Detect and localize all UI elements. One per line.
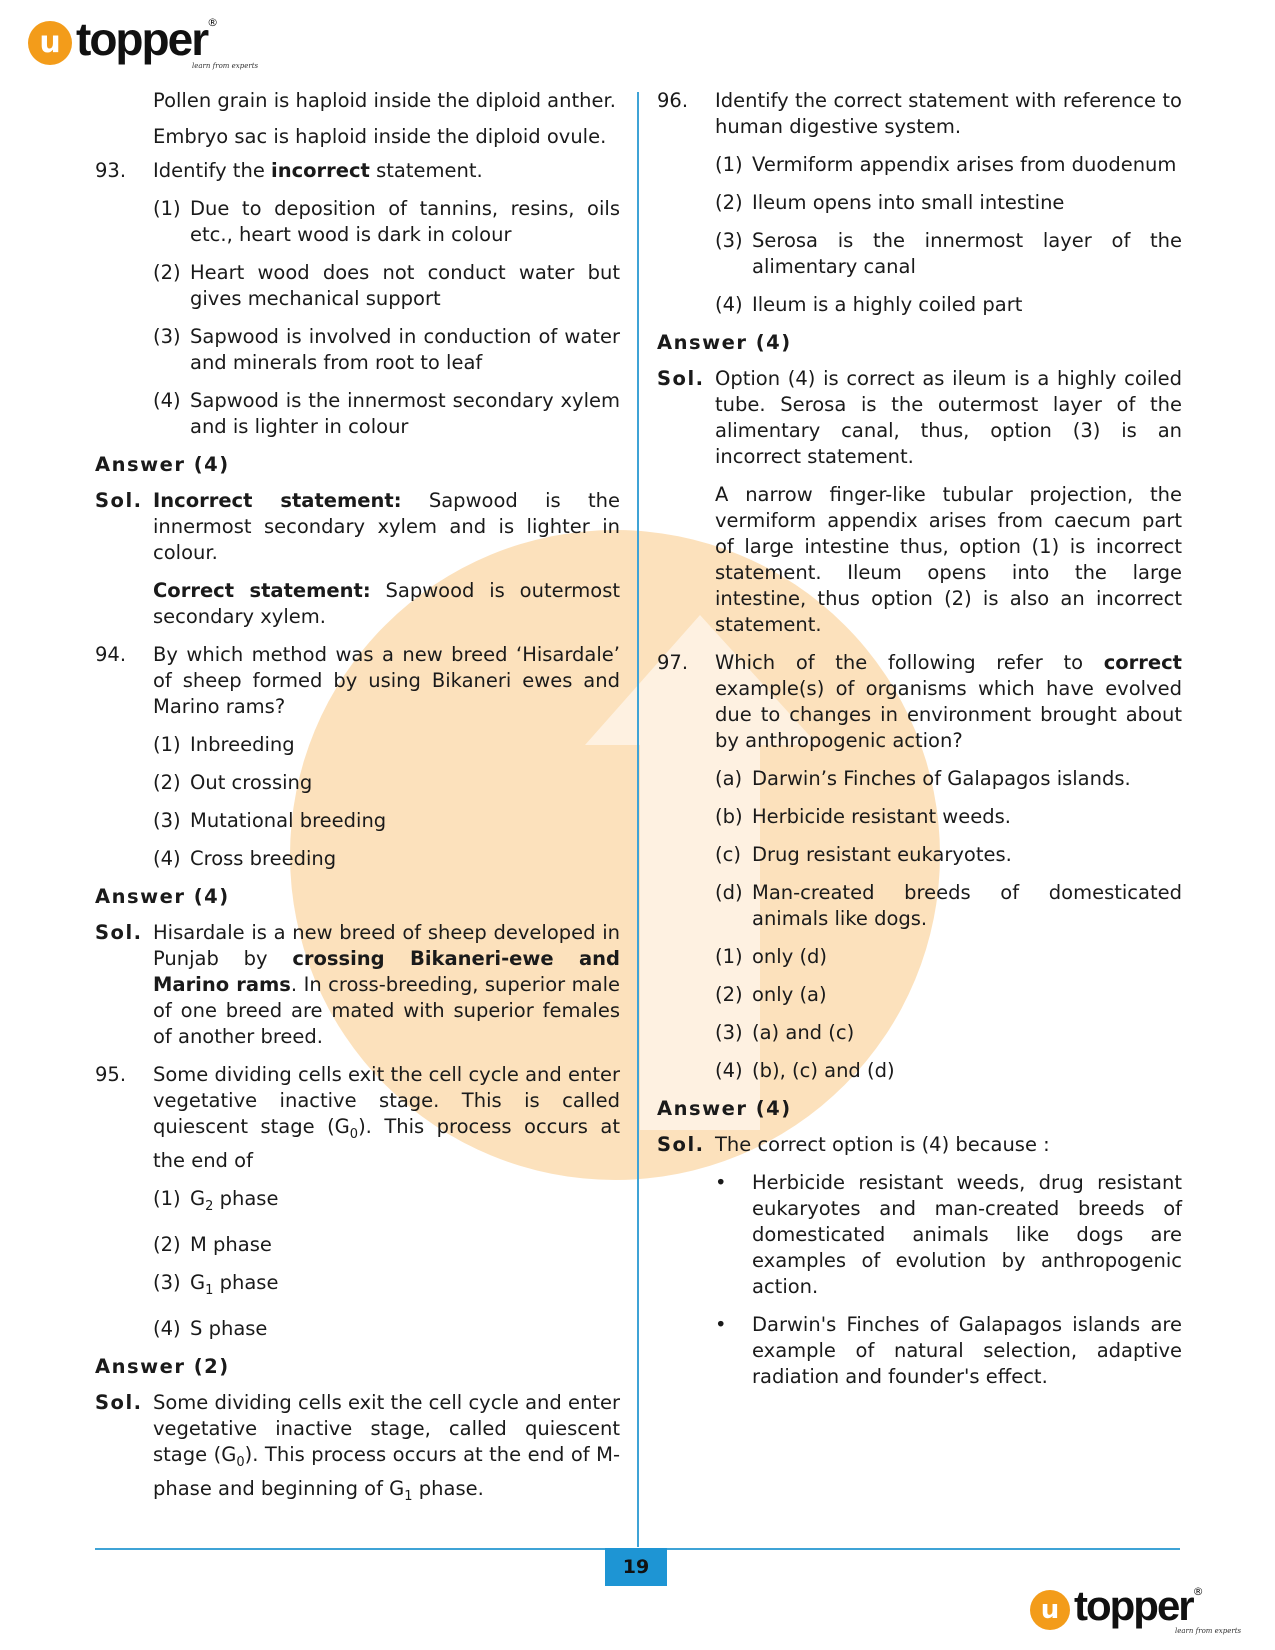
q97-option-3: (3) (a) and (c) bbox=[715, 1021, 855, 1044]
logo-wordmark: topper bbox=[1074, 1582, 1193, 1629]
logo-registered-mark: ® bbox=[1192, 1585, 1204, 1598]
q94-option-3: (3) Mutational breeding bbox=[153, 809, 387, 832]
logo-registered-mark: ® bbox=[207, 16, 219, 29]
intro-embryo-sac: Embryo sac is haploid inside the diploid ovule. bbox=[153, 125, 607, 148]
left-column bbox=[95, 88, 620, 1521]
logo-tagline: learn from experts bbox=[1175, 1627, 1242, 1635]
question-number: 93. bbox=[95, 159, 127, 182]
q93-solution: Sol. Incorrect statement: Sapwood is the innermost secondary xylem and is lighter in colour. Correct statement: Sapwood is outermost secondary xylem. bbox=[95, 489, 621, 628]
question-93 bbox=[95, 158, 620, 184]
question-number: 96. bbox=[657, 89, 689, 112]
page-number: 19 bbox=[605, 1548, 667, 1586]
q96-option-2: (2) Ileum opens into small intestine bbox=[715, 191, 1065, 214]
q95-option-3: (3) $G_1$ phase bbox=[153, 1270, 279, 1298]
question-94 bbox=[95, 642, 620, 720]
q97-item-b: (b) Herbicide resistant weeds. bbox=[715, 805, 1011, 828]
question-number: 95. bbox=[95, 1063, 127, 1086]
q93-option-2: (2) Heart wood does not conduct water but gives mechanical support bbox=[153, 261, 620, 310]
question-text: Which of the following refer to correct example(s) of organisms which have evolved due to changes in environment brought about by anthropogenic action? bbox=[715, 651, 1182, 752]
q94-option-1: (1) Inbreeding bbox=[153, 733, 295, 756]
q96-option-1: (1) Vermiform appendix arises from duodenum bbox=[715, 153, 1177, 176]
q95-option-2: (2) M phase bbox=[153, 1232, 272, 1256]
question-text: Some dividing cells exit the cell cycle and enter vegetative inactive stage. This is called quiescent stage $(G_0)$. This process occurs at the end of bbox=[153, 1063, 620, 1172]
intro-pollen: Pollen grain is haploid inside the diploid anther. bbox=[153, 89, 616, 112]
q97-solution: Sol. The correct option is (4) because : • Herbicide resistant weeds, drug resistant eukaryotes and man-created breeds of domesticated animals like dogs are examples of evolution by anthropogenic action. • Darwin's Finches of Galapagos islands are example of natural selection, adaptive radiation and founder's effect. bbox=[657, 1133, 1182, 1388]
logo-tagline: learn from experts bbox=[192, 62, 259, 70]
q97-option-2: (2) only (a) bbox=[715, 983, 827, 1006]
q96-option-4: (4) Ileum is a highly coiled part bbox=[715, 293, 1023, 316]
right-column bbox=[657, 88, 1182, 1402]
logo-u-icon: u bbox=[1030, 1590, 1070, 1630]
solution-bullet: • Darwin's Finches of Galapagos islands are example of natural selection, adaptive radiation and founder's effect. bbox=[715, 1313, 1182, 1388]
q96-answer: Answer (4) bbox=[657, 331, 792, 354]
question-96 bbox=[657, 88, 1182, 140]
q96-option-3: (3) Serosa is the innermost layer of the alimentary canal bbox=[715, 229, 1182, 278]
q97-item-d: (d) Man-created breeds of domesticated animals like dogs. bbox=[715, 881, 1182, 930]
q95-option-4: (4) S phase bbox=[153, 1316, 268, 1340]
question-number: 97. bbox=[657, 651, 689, 674]
q93-answer: Answer (4) bbox=[95, 453, 230, 476]
q94-option-2: (2) Out crossing bbox=[153, 771, 313, 794]
column-divider bbox=[637, 92, 639, 1547]
q97-option-1: (1) only (d) bbox=[715, 945, 828, 968]
question-text: Identify the correct statement with reference to human digestive system. bbox=[715, 89, 1182, 138]
q93-option-3: (3) Sapwood is involved in conduction of water and minerals from root to leaf bbox=[153, 325, 620, 374]
q95-solution: Sol. Some dividing cells exit the cell cycle and enter vegetative inactive stage, called quiescent stage $(G_0)$. This process occurs at the end of M-phase and beginning of $G_1$ phase. bbox=[95, 1390, 621, 1504]
header-logo bbox=[28, 13, 259, 70]
question-97 bbox=[657, 650, 1182, 754]
q96-solution: Sol. Option (4) is correct as ileum is a highly coiled tube. Serosa is the outermost layer of the alimentary canal, thus, option (3) is an incorrect statement. A narrow finger-like tubular projection, the vermiform appendix arises from caecum part of large intestine thus, option (1) is incorrect statement. Ileum opens into the large intestine, thus option (2) is also an incorrect statement. bbox=[657, 367, 1182, 636]
q94-option-4: (4) Cross breeding bbox=[153, 847, 337, 870]
q97-item-a: (a) Darwin’s Finches of Galapagos islands. bbox=[715, 767, 1131, 790]
question-text: Identify the incorrect statement. bbox=[153, 159, 483, 182]
footer-logo bbox=[1030, 1582, 1242, 1635]
q95-option-1: (1) $G_2$ phase bbox=[153, 1186, 279, 1214]
logo-u-icon: u bbox=[28, 21, 72, 65]
q94-answer: Answer (4) bbox=[95, 885, 230, 908]
q97-answer: Answer (4) bbox=[657, 1097, 792, 1120]
q97-item-c: (c) Drug resistant eukaryotes. bbox=[715, 843, 1012, 866]
question-text: By which method was a new breed ‘Hisardale’ of sheep formed by using Bikaneri ewes and Marino rams? bbox=[153, 643, 620, 718]
q94-solution: Sol. Hisardale is a new breed of sheep developed in Punjab by crossing Bikaneri-ewe and Marino rams. In cross-breeding, superior male of one breed are mated with superior females of another breed. bbox=[95, 921, 620, 1048]
question-number: 94. bbox=[95, 643, 127, 666]
logo-wordmark: topper bbox=[76, 13, 208, 65]
q95-answer: Answer (2) bbox=[95, 1354, 230, 1378]
question-95 bbox=[95, 1062, 620, 1174]
q93-option-1: (1) Due to deposition of tannins, resins, oils etc., heart wood is dark in colour bbox=[153, 197, 620, 246]
solution-bullet: • Herbicide resistant weeds, drug resistant eukaryotes and man-created breeds of domesticated animals like dogs are examples of evolution by anthropogenic action. bbox=[715, 1171, 1182, 1298]
q93-option-4: (4) Sapwood is the innermost secondary xylem and is lighter in colour bbox=[153, 389, 620, 438]
q97-option-4: (4) (b), (c) and (d) bbox=[715, 1059, 895, 1082]
